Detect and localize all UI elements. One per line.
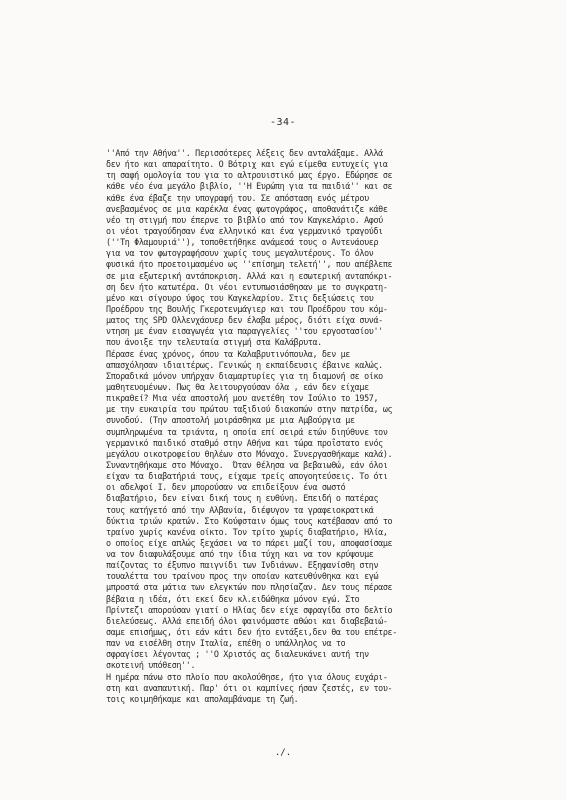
text-line: διαβατήριο, δεν είναι δική τους η ευθύνη. Επειδή ο πατέρας <box>106 493 379 504</box>
text-line: για να τον φωτογραφήσουν χωρίς τους μεγαλυτέρους. Το όλον <box>106 248 374 259</box>
text-line: μένο και σίγουρο ύφος του Καγκελαρίου. Στις δεξιώσεις του <box>106 292 374 303</box>
text-line: τοις κοιμηθήκαμε και απολαμβάναμε τη ζωή. <box>106 693 299 704</box>
text-line: σε μια εξωτερική αντάποκριση. Αλλά και η εσωτερική ανταπόκρι- <box>106 270 393 281</box>
text-line: δεν ήτο και απαραίτητο. Ο Βότριχ και εγώ είμεθα ευτυχείς για <box>106 159 388 170</box>
text-line: γερμανικό παιδικό σταθμό στην Αθήνα και τώρα προΐστατο ενός <box>106 437 383 448</box>
text-line: (''Τη Φλαμουριά''), τοποθετήθηκε ανάμεσά τους ο Αντενάουερ <box>106 237 379 248</box>
text-line: σαμε επισήμως, ότι εάν κάτι δεν ήτο εντάξει,δεν θα του επέτρε- <box>106 627 397 638</box>
text-line: ση δεν ήτο κατωτέρα. Οι νέοι εντυπωσιάσθησαν με το συγκρατη- <box>106 281 388 292</box>
text-line: που άνοιξε την τελευταία στιγμή στα Καλάβρυτα. <box>106 337 322 348</box>
text-line: να τον διαφυλάξουμε από την ίδια τύχη και να τον κρύψουμε <box>106 549 374 560</box>
text-line: μαθητευομένων. Πως θα λειτουργούσαν όλα , εάν δεν είχαμε <box>106 381 369 392</box>
text-line: Η ημέρα πάνω στο πλοίο που ακολούθησε, ήτο για όλους ευχάρι- <box>106 671 388 682</box>
text-line: τουαλέττα του τραίνου προς την οποίαν κατευθύνθηκα και εγώ <box>106 571 379 582</box>
text-line: παίζοντας το έξυπνο παιγνίδι των Ινδιάνων. Εξηφανίσθη στην <box>106 560 379 571</box>
text-line: τους κατήγετό από την Αλβανία, διέφυγον τα γραφειοκρατικά <box>106 504 374 515</box>
text-line: με την ευκαιρία του πρώτου ταξιδιού διακοπών στην πατρίδα, ως <box>106 404 393 415</box>
text-line: κάθε ένα έβαζε την υπογραφή του. Σε απόσταση ενός μέτρου <box>106 192 369 203</box>
text-line: ''Από την Αθήνα''. Περισσότερες λέξεις δεν ανταλάξαμε. Αλλά <box>106 148 383 158</box>
text-line: οι αδελφοί Ι. δεν μπορούσαν να επιδείξουν ένα σωστό <box>106 482 346 493</box>
text-line: σκοτεινή υπόθεση''. <box>106 660 196 671</box>
text-line: στη και αναπαυτική. Παρ' ότι οι καμπίνες ήσαν ζεστές, εν του- <box>106 682 393 693</box>
text-line: διελεύσεως. Αλλά επειδή όλοι φαινόμαστε αθώοι και διαβεβαιώ- <box>106 615 388 626</box>
text-line: δύκτια τριών κρατών. Στο Κούφσταιν όμως τους κατέβασαν από το <box>106 515 393 526</box>
text-line: πικραθεί? Μια νέα αποστολή μου ανετέθη τον Ιούλιο το 1957, <box>106 393 379 404</box>
continuation-mark: ./. <box>274 748 292 758</box>
text-line: σφραγίσει λέγοντας ; ''Ο Χριστός ας διαλευκάνει αυτή την <box>106 649 369 660</box>
text-line: φυσικά ήτο προετοιμασμένο ως ''επίσημη τελετή'', που απέβλεπε <box>106 259 393 270</box>
text-line: ο οποίος είχε απλώς ξεχάσει να το πάρει μαζί του, αποφασίσαμε <box>106 537 393 548</box>
text-line: τραίνο χωρίς κανένα οίκτο. Τον τρίτο χωρίς διαβατήριο, Ηλία, <box>106 526 388 537</box>
page-number: -34- <box>269 117 297 128</box>
text-line: κάθε νέο ένα μεγάλο βιβλίο, ''Η Ευρώπη για τα παιδιά'' και σε <box>106 181 393 192</box>
text-line: μπροστά στα μάτια των ελεγκτών που πλησίαζαν. Δεν τους πέρασε <box>106 582 393 593</box>
text-line: ανεβασμένος σε μια καρέκλα ένας φωτογράφος, αποθανάτιζε κάθε <box>106 203 388 214</box>
text-line: ντηση με έναν εισαγωγέα για παραγγελίες ''του εργοστασίου'' <box>106 326 383 337</box>
text-line: Συναντηθήκαμε στο Μόναχο. Όταν θέλησα να βεβαιωθώ, εάν όλοι <box>106 459 388 470</box>
text-line: παν να εισέλθη στην Ιταλία, επέθη ο υπάλληλος να το <box>106 638 346 649</box>
text-line: συμπληρωμένα τα τριάντα, η οποία επί σειρά ετών διηύθυνε τον <box>106 426 388 437</box>
text-line: απασχόλησαν ιδιαιτέρως. Γενικώς η εκπαίδευσις έβαινε καλώς. <box>106 359 383 370</box>
text-line: νέο τη στιγμή που έπερνε το βιβλίο από τον Καγκελάριο. Αφού <box>106 214 383 225</box>
body-text <box>106 148 496 705</box>
text-line: οι νέοι τραγούδησαν ένα ελληνικό και ένα γερμανικό τραγούδι <box>106 225 383 236</box>
text-line: ματος της SPD Ολλενχάουερ δεν έλαβα μέρος, διότι είχα συνά- <box>106 315 383 326</box>
text-line: Προέδρου της Βουλής Γκεροτενμάγιερ και του Προέδρου του κόμ- <box>106 303 388 314</box>
text-line: βέβαια η ιδέα, ότι εκεί δεν κλ.ειδώθηκα μόνον εγώ. Στο <box>106 593 360 604</box>
text-line: Σποραδικά μόνον υπήρχαν διαμαρτυρίες για τη διαμονή σε οίκο <box>106 370 383 381</box>
text-line: Πρίντεζι απορούσαν γιατί ο Ηλίας δεν είχε σφραγίδα στο δελτίο <box>106 604 393 615</box>
text-line: Πέρασε ένας χρόνος, όπου τα Καλαβρυτινόπουλα, δεν με <box>106 348 350 359</box>
text-line: είχαν τα διαβατήριά τους, είχαμε τρείς απογοητεύσεις. Το ότι <box>106 471 388 482</box>
text-line: μεγάλου οικοτροφείου θηλέων στο Μόναχο. Συνεργασθήκαμε καλά). <box>106 448 393 459</box>
text-line: συνοδού. (Την αποστολή μοιράσθηκα με μια Αμβούργια με <box>106 415 355 426</box>
text-line: τη σαφή ομολογία του για το αλτρουιστικό μας έργο. Εδώρησε σε <box>106 170 393 181</box>
